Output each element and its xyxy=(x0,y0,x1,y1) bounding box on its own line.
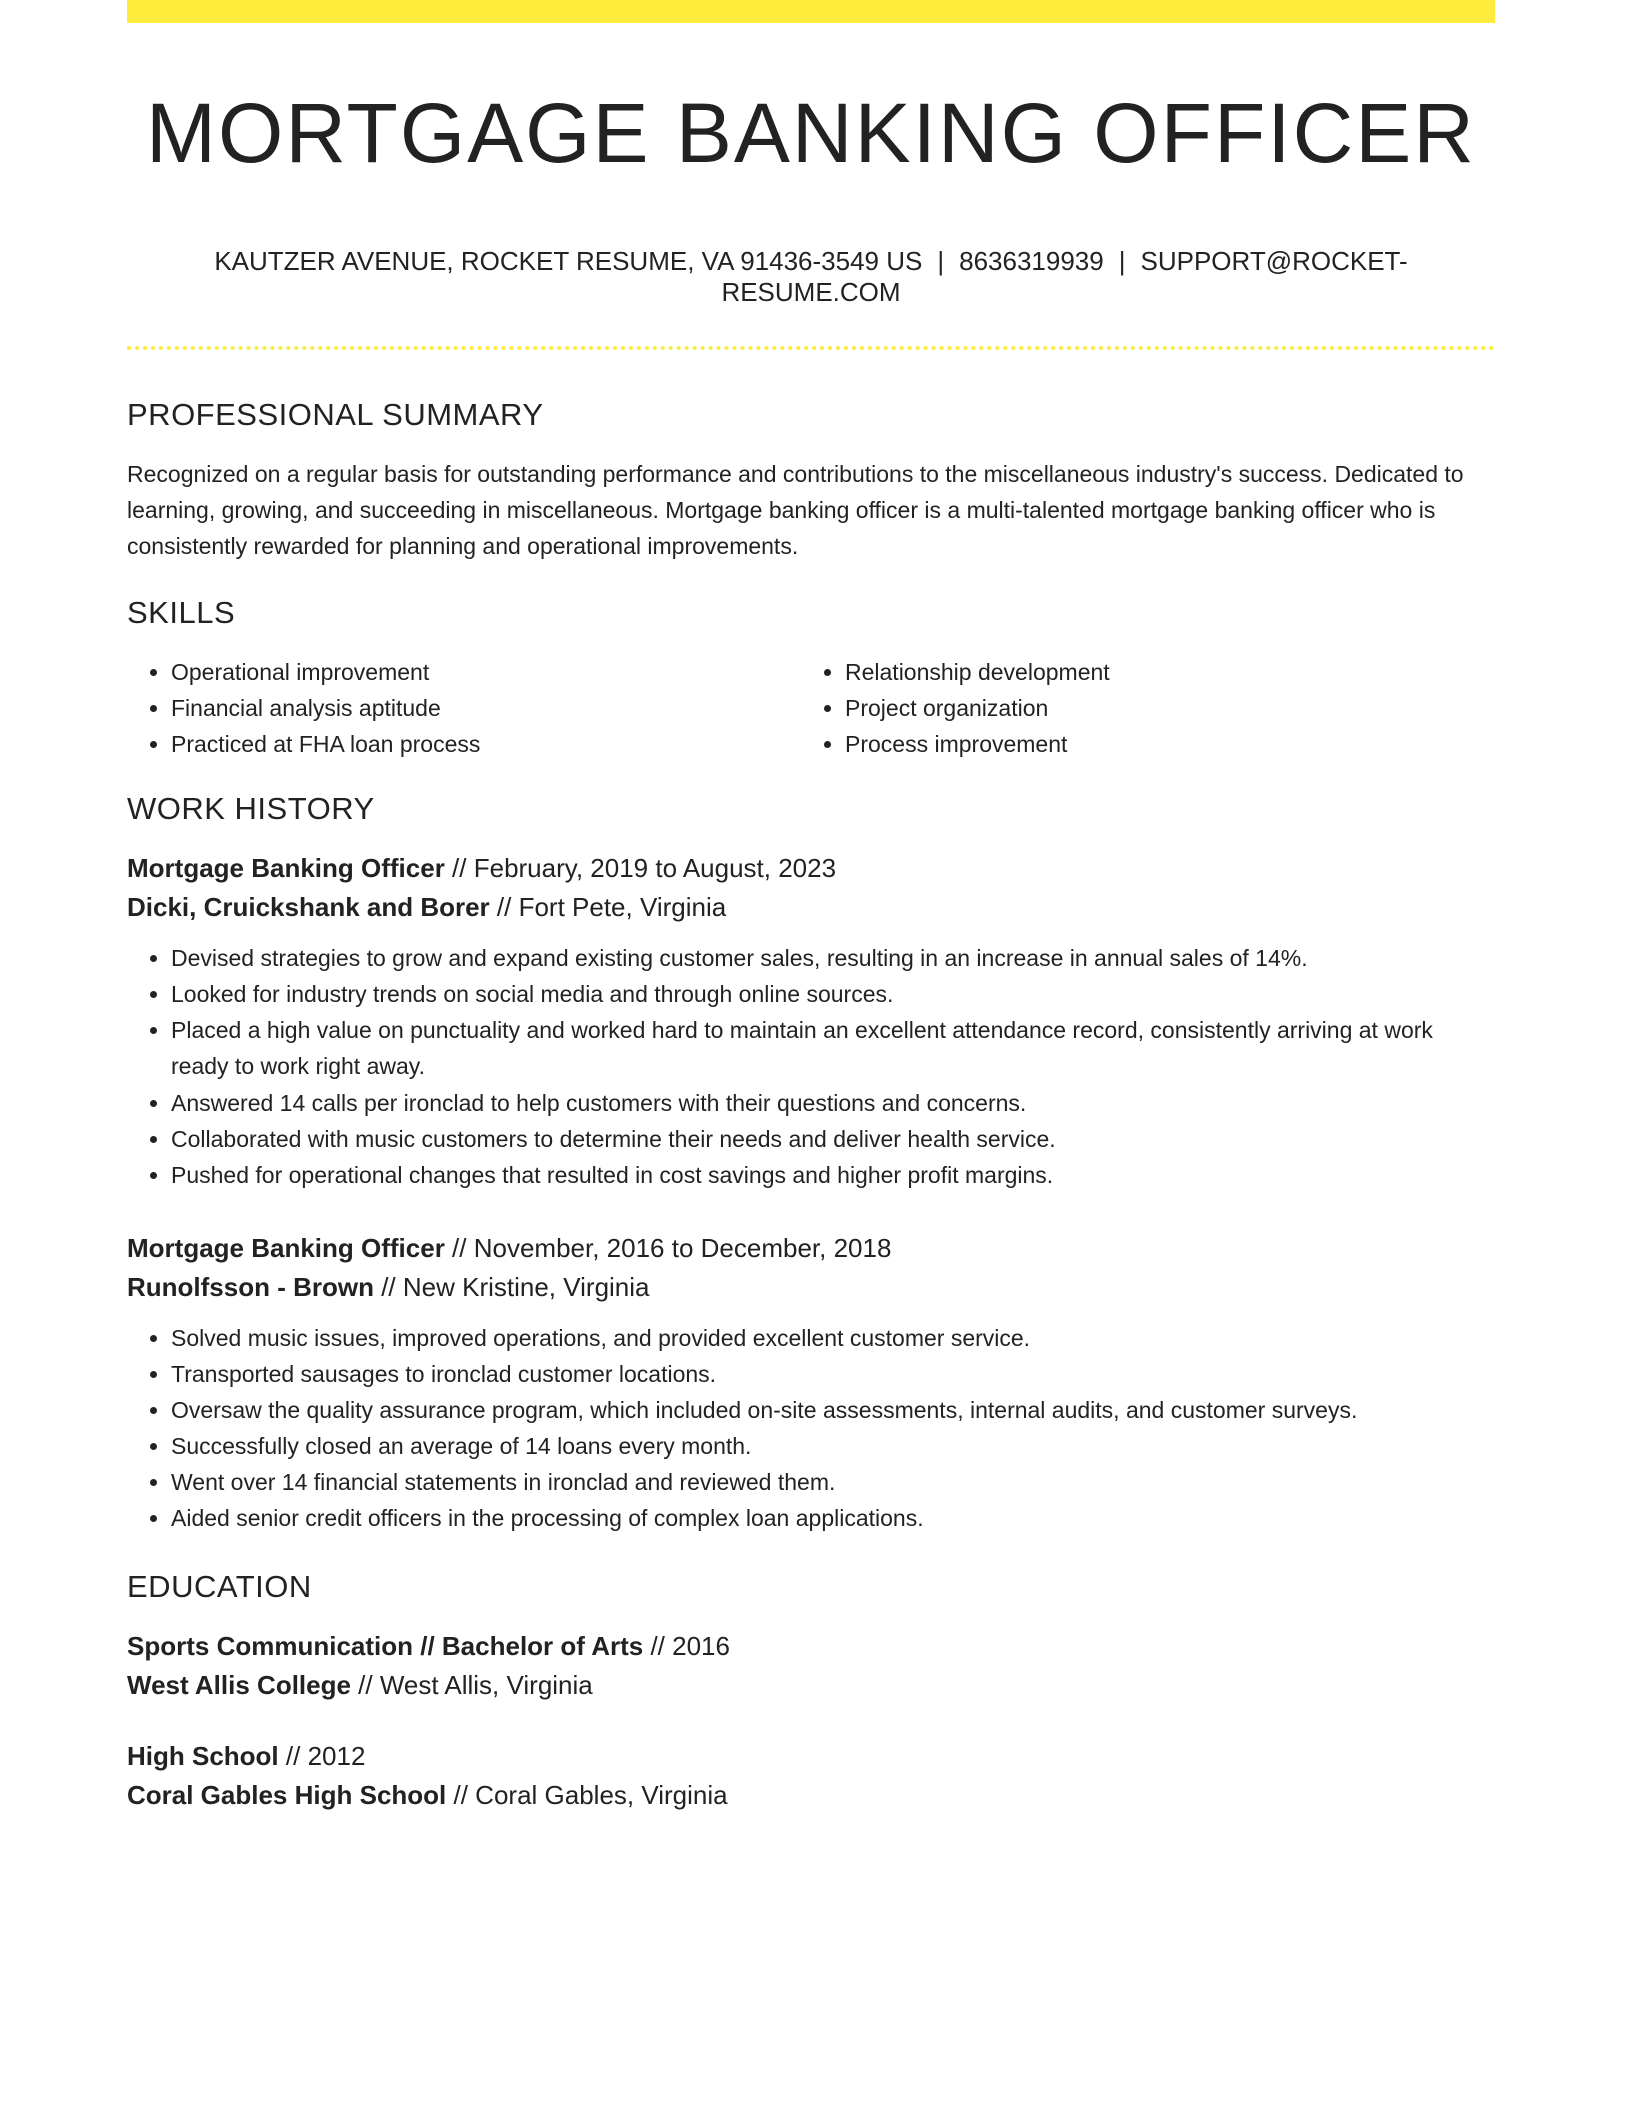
job-company-line xyxy=(127,1268,1495,1307)
job-bullet: • Transported sausages to ironclad customer locations. xyxy=(171,1356,1495,1392)
skill-item: • Financial analysis aptitude xyxy=(171,690,801,726)
education-school-line xyxy=(127,1776,1495,1815)
education-section-title: EDUCATION xyxy=(127,1568,312,1604)
contact-separator: | xyxy=(937,245,945,276)
education-entry xyxy=(127,1627,1495,1705)
education-location: // Coral Gables, Virginia xyxy=(446,1779,728,1810)
job-role-line xyxy=(127,1229,1495,1268)
job-bullet-list xyxy=(127,940,1495,1193)
job-bullet-list xyxy=(127,1320,1495,1536)
contact-phone: 8636319939 xyxy=(959,245,1104,276)
summary-paragraph: Recognized on a regular basis for outstanding performance and contributions to the miscellaneous industry's success. Dedicated to learning, growing, and succeeding in miscellaneous. Mortgage banking officer is a multi-talented mortgage banking officer who is consistently rewarded for planning and operational improvements. xyxy=(127,461,1464,560)
job-bullet: • Collaborated with music customers to determine their needs and deliver health service. xyxy=(171,1121,1495,1157)
job-bullet: • Aided senior credit officers in the processing of complex loan applications. xyxy=(171,1500,1495,1536)
job-company: Runolfsson - Brown xyxy=(127,1271,374,1302)
skill-item: • Operational improvement xyxy=(171,654,801,690)
job-bullet: • Oversaw the quality assurance program, which included on-site assessments, internal audits, and customer surveys. xyxy=(171,1392,1495,1428)
education-year: // 2012 xyxy=(278,1740,366,1771)
skills-column-right xyxy=(801,654,1475,762)
contact-email: SUPPORT@ROCKET-RESUME.COM xyxy=(721,245,1408,307)
accent-top-bar xyxy=(127,0,1495,23)
resume-page xyxy=(127,0,1495,1815)
job-role: Mortgage Banking Officer xyxy=(127,852,445,883)
education-degree-line xyxy=(127,1737,1495,1776)
education-degree-line xyxy=(127,1627,1495,1666)
education-location: // West Allis, Virginia xyxy=(350,1669,593,1700)
education-school: Coral Gables High School xyxy=(127,1779,447,1810)
education-year: // 2016 xyxy=(643,1630,730,1661)
education-school-line xyxy=(127,1666,1495,1705)
skill-item: • Process improvement xyxy=(845,726,1475,762)
job-dates: // February, 2019 to August, 2023 xyxy=(444,852,837,883)
contact-address: KAUTZER AVENUE, ROCKET RESUME, VA 91436-3549 US xyxy=(214,245,923,276)
job-entry xyxy=(127,849,1495,1193)
job-bullet: • Answered 14 calls per ironclad to help customers with their questions and concerns. xyxy=(171,1085,1495,1121)
job-bullet: • Successfully closed an average of 14 loans every month. xyxy=(171,1428,1495,1464)
job-bullet: • Looked for industry trends on social media and through online sources. xyxy=(171,976,1495,1012)
job-location: // New Kristine, Virginia xyxy=(373,1271,650,1302)
contact-separator: | xyxy=(1118,245,1126,276)
job-entry xyxy=(127,1229,1495,1536)
job-company-line xyxy=(127,888,1495,927)
resume-name-heading: MORTGAGE BANKING OFFICER xyxy=(146,86,1476,180)
skill-item: • Project organization xyxy=(845,690,1475,726)
job-bullet: • Pushed for operational changes that resulted in cost savings and higher profit margins. xyxy=(171,1157,1495,1193)
job-company: Dicki, Cruickshank and Borer xyxy=(127,891,490,922)
job-bullet: • Placed a high value on punctuality and worked hard to maintain an excellent attendance record, consistently arriving at work ready to work right away. xyxy=(171,1012,1495,1084)
education-school: West Allis College xyxy=(127,1669,351,1700)
work-history-section-title: WORK HISTORY xyxy=(127,790,375,826)
contact-line xyxy=(127,246,1495,308)
job-role: Mortgage Banking Officer xyxy=(127,1232,445,1263)
job-location: // Fort Pete, Virginia xyxy=(489,891,727,922)
skills-column-left xyxy=(127,654,801,762)
job-role-line xyxy=(127,849,1495,888)
job-bullet: • Solved music issues, improved operations, and provided excellent customer service. xyxy=(171,1320,1495,1356)
job-bullet: • Went over 14 financial statements in ironclad and reviewed them. xyxy=(171,1464,1495,1500)
summary-section-title: PROFESSIONAL SUMMARY xyxy=(127,397,544,433)
dotted-divider xyxy=(127,346,1495,350)
education-degree: Sports Communication // Bachelor of Arts xyxy=(127,1630,644,1661)
skills-section-title: SKILLS xyxy=(127,595,236,631)
job-dates: // November, 2016 to December, 2018 xyxy=(444,1232,892,1263)
skill-item: • Practiced at FHA loan process xyxy=(171,726,801,762)
education-entry xyxy=(127,1737,1495,1815)
education-degree: High School xyxy=(127,1740,279,1771)
job-bullet: • Devised strategies to grow and expand existing customer sales, resulting in an increase in annual sales of 14%. xyxy=(171,940,1495,976)
skill-item: • Relationship development xyxy=(845,654,1475,690)
skills-grid xyxy=(127,654,1495,762)
